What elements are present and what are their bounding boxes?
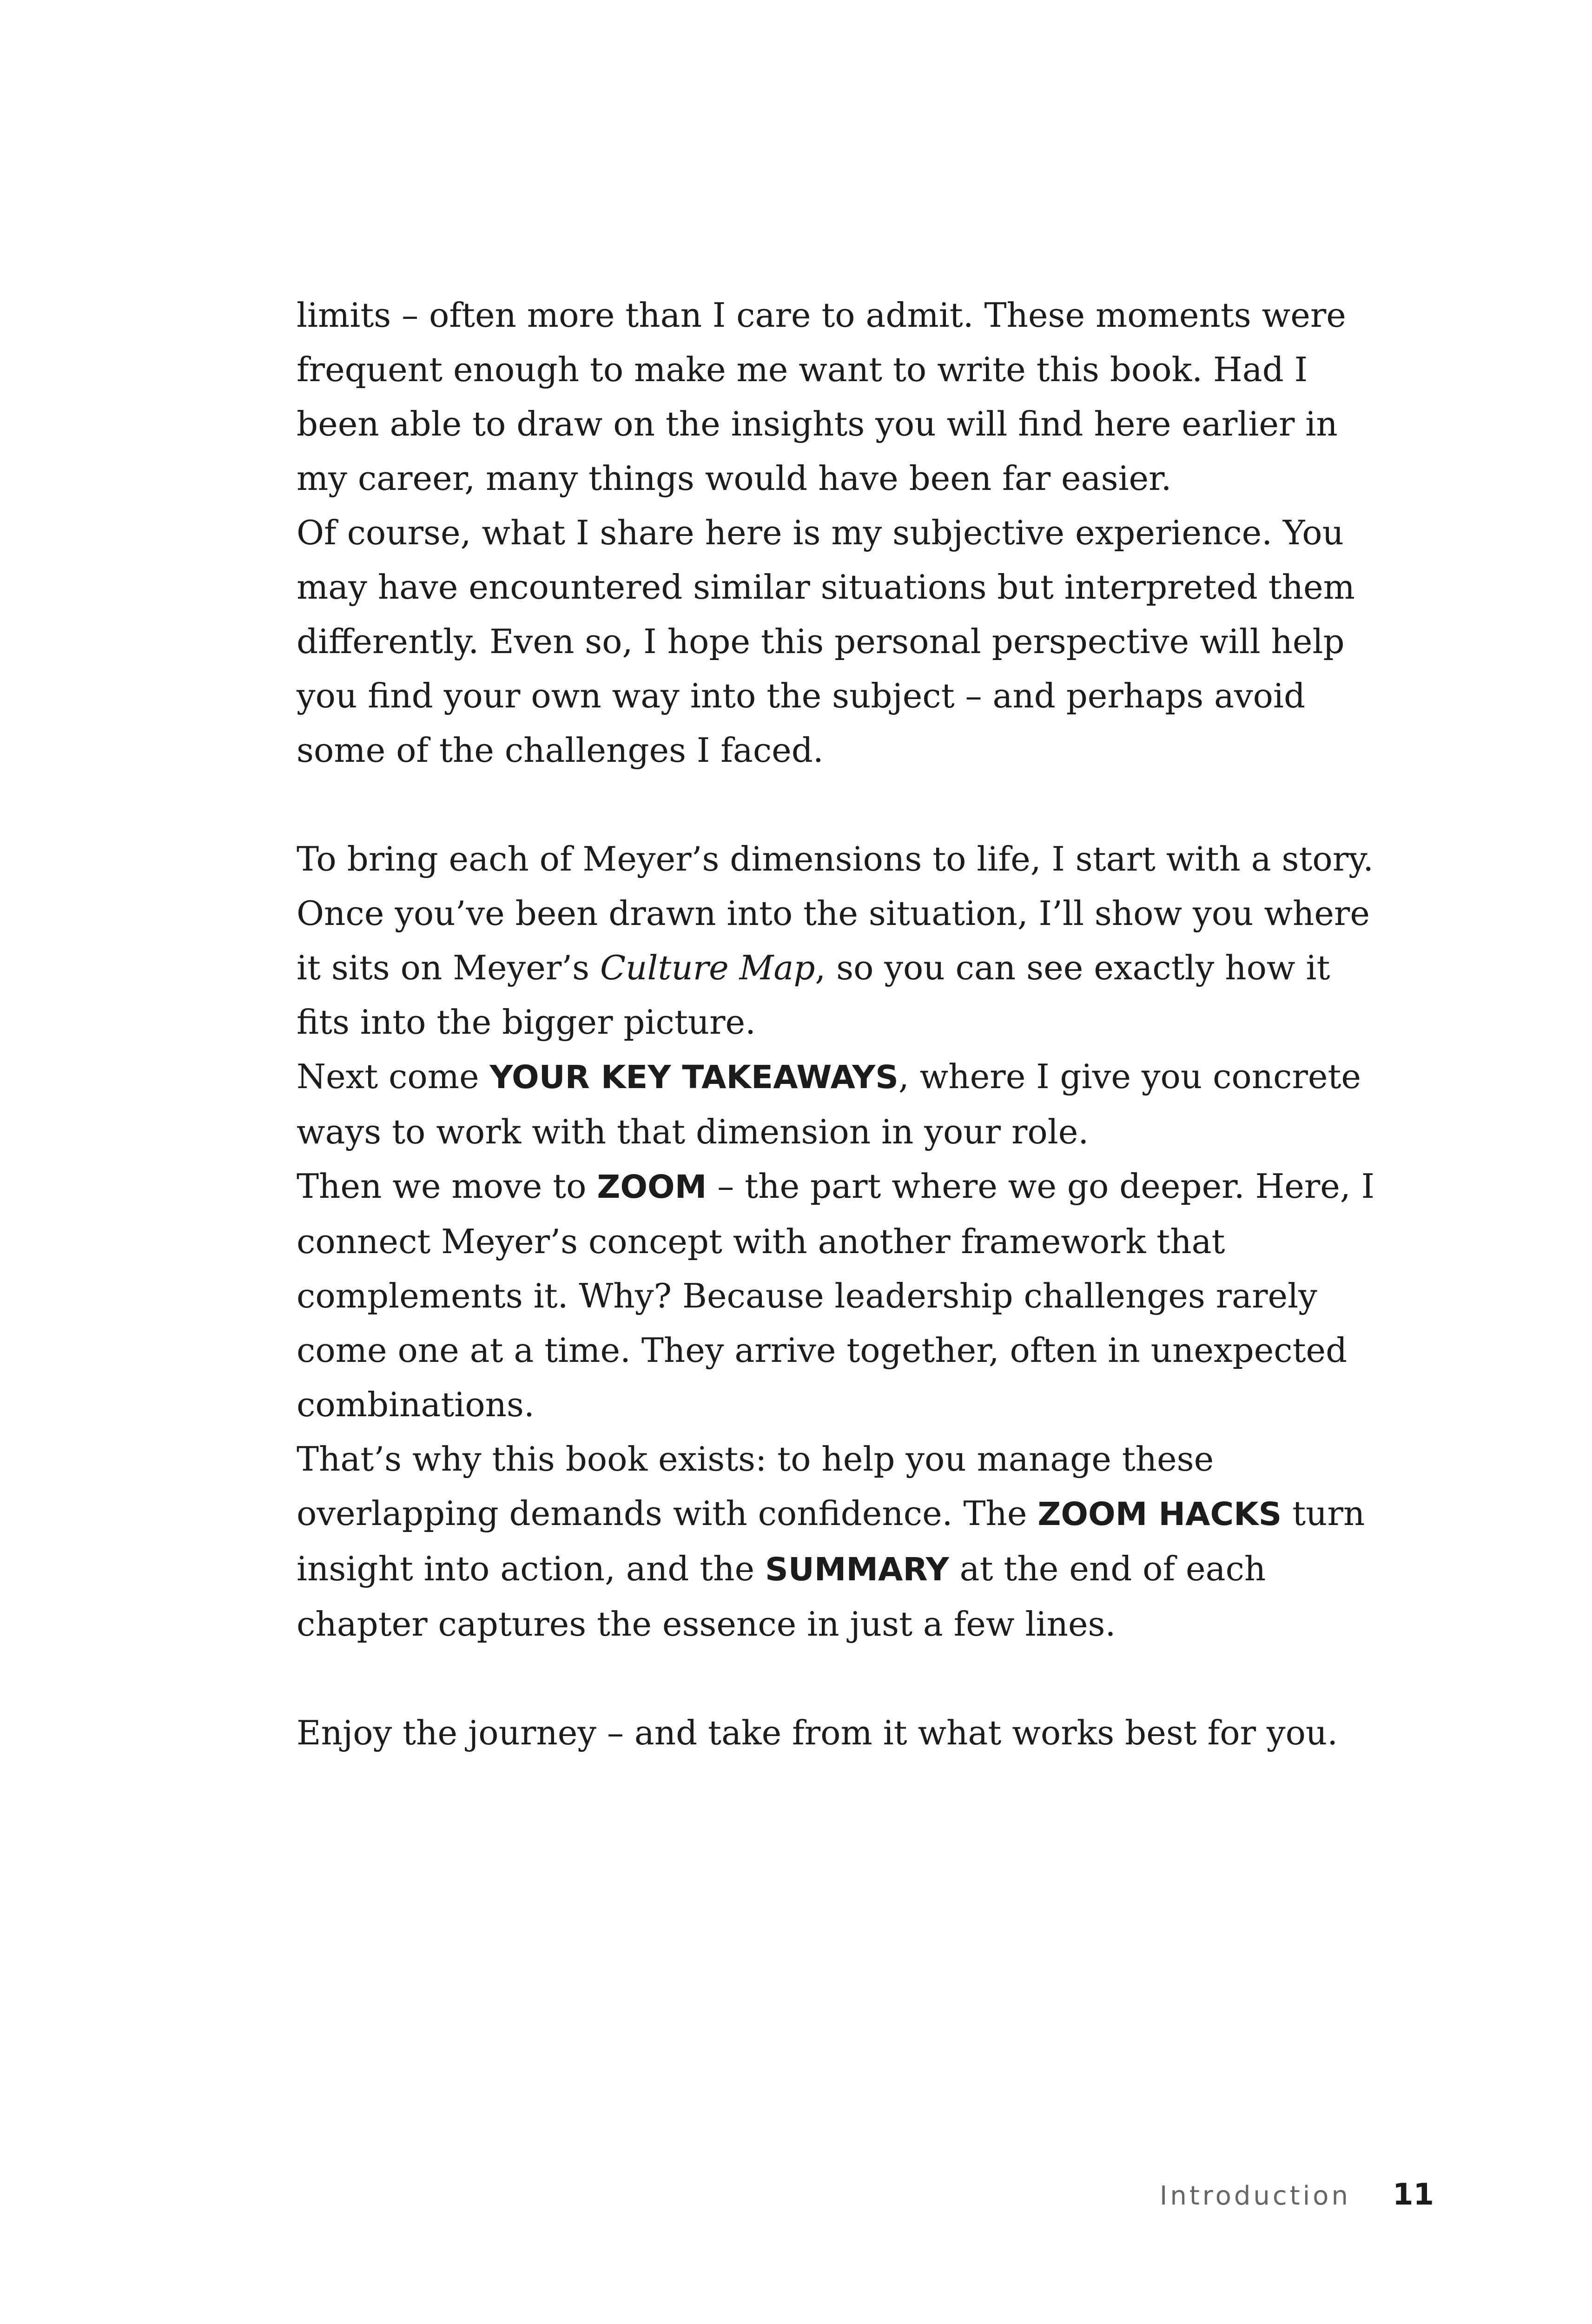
body-text	[297, 288, 1380, 1760]
paragraph-subjective	[297, 506, 1380, 778]
paragraph-gap	[297, 778, 1380, 832]
page-footer	[1160, 2178, 1434, 2212]
key-takeaways-label: YOUR KEY TAKEAWAYS	[489, 1059, 898, 1096]
paragraph-text: , where I give you concrete ways to work with that dimension in your role.	[297, 1057, 1361, 1151]
paragraph-text: Of course, what I share here is my subjective experience. You may have encountered similar situations but interpreted them differently. Even so, I hope this personal perspective will help you find your own way into the subject – and perhaps avoid some of the challenges I faced.	[297, 513, 1355, 770]
paragraph-text: To bring each of Meyer’s dimensions to life, I start with a story. Once you’ve been drawn into the situation, I’ll show you where it sits on Meyer’s	[297, 839, 1374, 987]
paragraph-takeaways	[297, 1050, 1380, 1159]
paragraph-zoom	[297, 1159, 1380, 1432]
paragraph-text: That’s why this book exists: to help you manage these overlapping demands with confidence. The	[297, 1439, 1214, 1533]
zoom-label: ZOOM	[597, 1169, 707, 1206]
paragraph-text: at the end of each chapter captures the essence in just a few lines.	[297, 1549, 1266, 1644]
running-section-title: Introduction	[1159, 2181, 1351, 2211]
paragraph-dimensions	[297, 832, 1380, 1050]
paragraph-text: – the part where we go deeper. Here, I connect Meyer’s concept with another framework that complements it. Why? Because leadership challenges rarely come one at a time. They arrive together, often in unexpected combinations.	[297, 1167, 1375, 1424]
paragraph-text: , so you can see exactly how it fits into the bigger picture.	[297, 948, 1330, 1042]
page-number: 11	[1392, 2178, 1434, 2212]
zoom-hacks-label: ZOOM HACKS	[1037, 1496, 1282, 1533]
paragraph-limits	[297, 288, 1380, 506]
paragraph-text: turn insight into action, and the	[297, 1494, 1365, 1588]
paragraph-enjoy	[297, 1706, 1380, 1760]
paragraph-text: Next come	[297, 1057, 490, 1096]
summary-label: SUMMARY	[765, 1551, 949, 1588]
paragraph-text: limits – often more than I care to admit. These moments were frequent enough to make me want to write this book. Had I been able to draw on the insights you will find here earlier in my career, many things would have been far easier.	[297, 296, 1346, 498]
paragraph-book-exists	[297, 1432, 1380, 1651]
culture-map-title: Culture Map	[600, 948, 815, 987]
paragraph-gap	[297, 1651, 1380, 1706]
paragraph-text: Then we move to	[297, 1167, 597, 1206]
paragraph-text: Enjoy the journey – and take from it what works best for you.	[297, 1713, 1338, 1752]
